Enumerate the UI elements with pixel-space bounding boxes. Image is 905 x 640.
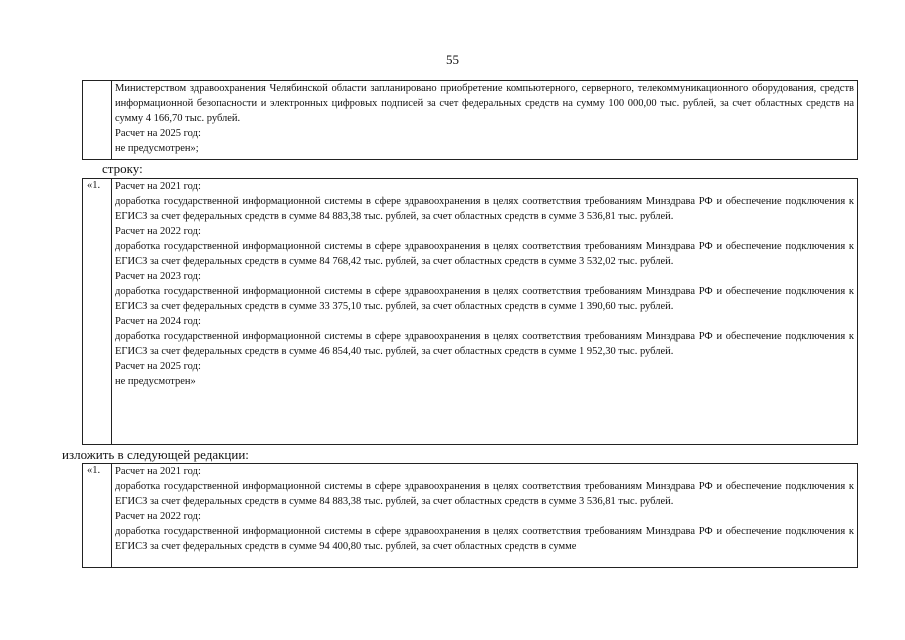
text-line: Расчет на 2025 год:	[115, 361, 201, 372]
block-2-text	[115, 179, 854, 389]
text-line: доработка государственной информационной системы в сфере здравоохранения в целях соответствия требованиям Минздрава РФ и обеспечение подключения к ЕГИСЗ за счет федеральных средств в сумме 84 883,38 тыс. рублей, за счет областных средств в сумме 3 536,81 тыс. рублей.	[115, 481, 854, 507]
text-line: доработка государственной информационной системы в сфере здравоохранения в целях соответствия требованиям Минздрава РФ и обеспечение подключения к ЕГИСЗ за счет федеральных средств в сумме 94 400,80 тыс. рублей, за счет областных средств в сумме	[115, 526, 854, 552]
table-block-1	[82, 80, 858, 160]
text-line: Министерством здравоохранения Челябинской области запланировано приобретение компьютерного, серверного, телекоммуникационного оборудования, средств информационной безопасности и электронных цифровых подписей за счет федеральных средств на сумму 100 000,00 тыс. рублей, за счет областных средств на сумму 4 166,70 тыс. рублей.	[115, 83, 854, 124]
text-line: доработка государственной информационной системы в сфере здравоохранения в целях соответствия требованиям Минздрава РФ и обеспечение подключения к ЕГИСЗ за счет федеральных средств в сумме 46 854,40 тыс. рублей, за счет областных средств в сумме 1 952,30 тыс. рублей.	[115, 331, 854, 357]
block-1-text	[115, 81, 854, 156]
text-line: Расчет на 2023 год:	[115, 271, 201, 282]
text-line: Расчет на 2022 год:	[115, 226, 201, 237]
text-line: Расчет на 2021 год:	[115, 466, 201, 477]
text-line: доработка государственной информационной системы в сфере здравоохранения в целях соответствия требованиям Минздрава РФ и обеспечение подключения к ЕГИСЗ за счет федеральных средств в сумме 84 883,38 тыс. рублей, за счет областных средств в сумме 3 536,81 тыс. рублей.	[115, 196, 854, 222]
column-separator	[111, 81, 112, 159]
page-number: 55	[446, 52, 459, 67]
text-line: Расчет на 2024 год:	[115, 316, 201, 327]
column-separator	[111, 179, 112, 444]
text-line: не предусмотрен»;	[115, 143, 199, 154]
row-number: «1.	[87, 465, 101, 476]
column-separator	[111, 464, 112, 567]
label-edit: изложить в следующей редакции:	[62, 447, 249, 462]
text-line: доработка государственной информационной системы в сфере здравоохранения в целях соответствия требованиям Минздрава РФ и обеспечение подключения к ЕГИСЗ за счет федеральных средств в сумме 84 768,42 тыс. рублей, за счет областных средств в сумме 3 532,02 тыс. рублей.	[115, 241, 854, 267]
text-line: не предусмотрен»	[115, 376, 196, 387]
text-line: Расчет на 2022 год:	[115, 511, 201, 522]
table-block-2	[82, 178, 858, 445]
text-line: доработка государственной информационной системы в сфере здравоохранения в целях соответствия требованиям Минздрава РФ и обеспечение подключения к ЕГИСЗ за счет федеральных средств в сумме 33 375,10 тыс. рублей, за счет областных средств в сумме 1 390,60 тыс. рублей.	[115, 286, 854, 312]
row-number: «1.	[87, 180, 101, 191]
text-line: Расчет на 2025 год:	[115, 128, 201, 139]
text-line: Расчет на 2021 год:	[115, 181, 201, 192]
label-row: строку:	[102, 161, 143, 176]
table-block-3	[82, 463, 858, 568]
block-3-text	[115, 464, 854, 554]
